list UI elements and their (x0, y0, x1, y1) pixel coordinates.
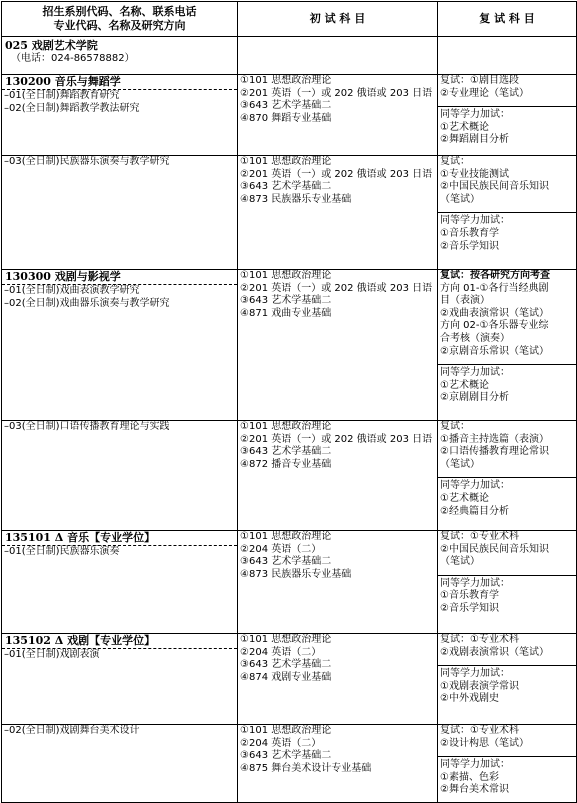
exam-cell (238, 421, 438, 531)
exam-subject: ②201 英语（一）或 202 俄语或 203 日语 (240, 433, 433, 445)
exam-subject: ③643 艺术学基础二 (240, 446, 332, 458)
exam-subject: ①101 思想政治理论 (240, 75, 332, 86)
extra-test-subject: ②中外戏剧史 (440, 693, 499, 705)
retest-subject: 合考核（演奏） (440, 332, 510, 344)
retest-subject: （笔试） (440, 193, 480, 205)
extra-test-section (438, 477, 576, 518)
exam-subject: ①101 思想政治理论 (240, 270, 332, 281)
exam-subject: ③643 艺术学基础二 (240, 750, 332, 762)
department-cell (2, 37, 238, 75)
retest-cell (438, 156, 577, 270)
exam-cell (238, 75, 438, 156)
header-col2: 初 试 科 目 (238, 2, 438, 37)
major-row (2, 531, 577, 634)
exam-subject: ④873 民族器乐专业基础 (240, 568, 352, 580)
extra-test-subject: ②京剧剧目分析 (440, 392, 509, 404)
exam-subject: ②201 英语（一）或 202 俄语或 203 日语 (240, 87, 433, 99)
exam-subject: ③643 艺术学基础二 (240, 295, 332, 307)
department-phone: （电话：024-86578882） (11, 53, 135, 64)
research-direction: –01(全日制)民族器乐演奏 (4, 546, 120, 557)
major-cell (2, 156, 238, 270)
extra-test-subject: ②舞台美术常识 (440, 784, 509, 796)
department-row (2, 37, 577, 75)
exam-cell (238, 634, 438, 725)
major-cell (2, 531, 238, 634)
exam-subject: ④874 戏剧专业基础 (240, 671, 332, 683)
exam-subject: ①101 思想政治理论 (240, 531, 332, 542)
retest-subject: ②京剧音乐常识（笔试） (440, 345, 549, 357)
header-col1 (2, 2, 238, 37)
retest-subject: 目（表演） (440, 295, 490, 307)
extra-test-subject: ①音乐教育学 (440, 590, 499, 602)
research-direction: –02(全日制)戏曲器乐演奏与教学研究 (4, 297, 170, 309)
retest-cell (438, 531, 577, 634)
exam-subject: ②201 英语（一）或 202 俄语或 203 日语 (240, 168, 433, 180)
exam-subject: ③643 艺术学基础二 (240, 181, 332, 193)
exam-subject: ④873 民族器乐专业基础 (240, 193, 352, 205)
extra-test-subject: 同等学力加试： (440, 668, 510, 680)
exam-cell (238, 156, 438, 270)
header-row (2, 2, 577, 37)
extra-test-subject: ①戏剧表演学常识 (440, 680, 519, 692)
retest-subject: ②中国民族民间音乐知识 (440, 181, 549, 193)
retest-subject: ②中国民族民间音乐知识 (440, 543, 549, 555)
exam-subject: ②204 英语（二） (240, 646, 322, 658)
major-cell (2, 75, 238, 156)
major-title: 130200 音乐与舞蹈学 (2, 75, 237, 90)
research-direction: –03(全日制)口语传播教育理论与实践 (4, 421, 170, 432)
major-title: 135102 Δ 戏剧【专业学位】 (2, 634, 237, 649)
extra-test-subject: ①素描、色彩 (440, 771, 499, 783)
extra-test-subject: 同等学力加试： (440, 109, 510, 121)
retest-subject: （笔试） (440, 458, 480, 470)
exam-subject: ③643 艺术学基础二 (240, 556, 332, 568)
exam-subject: ①101 思想政治理论 (240, 156, 332, 167)
major-cell (2, 421, 238, 531)
research-direction: –01(全日制)戏剧表演 (4, 649, 100, 660)
extra-test-section (438, 756, 576, 797)
exam-subject: ④875 舞台美术设计专业基础 (240, 762, 372, 774)
retest-subject: 复试： (440, 156, 470, 167)
header-col1-line1: 招生系别代码、名称、联系电话 (42, 5, 197, 18)
major-row (2, 75, 577, 156)
extra-test-section (438, 575, 576, 616)
header-col3: 复 试 科 目 (438, 2, 577, 37)
extra-test-subject: ②舞蹈剧目分析 (440, 134, 509, 146)
research-direction: –02(全日制)戏剧舞台美术设计 (4, 725, 140, 736)
retest-subject: ②口语传播教育理论常识 (440, 446, 549, 458)
exam-subject: ④872 播音专业基础 (240, 458, 332, 470)
exam-subject: ②204 英语（二） (240, 543, 322, 555)
major-row (2, 634, 577, 725)
retest-subject: 复试：①剧目选段 (440, 75, 519, 86)
department-empty-exam (238, 37, 438, 75)
exam-cell (238, 270, 438, 421)
retest-subject: 复试：①专业术科 (440, 725, 519, 736)
research-direction: –02(全日制)舞蹈教学教法研究 (4, 102, 140, 114)
exam-subject: ③643 艺术学基础二 (240, 100, 332, 112)
major-row (2, 421, 577, 531)
extra-test-subject: ①音乐教育学 (440, 227, 499, 239)
extra-test-subject: ②音乐学知识 (440, 240, 499, 252)
retest-cell (438, 270, 577, 421)
exam-subject: ③643 艺术学基础二 (240, 659, 332, 671)
retest-subject: ②戏曲表演常识（笔试） (440, 307, 549, 319)
retest-subject: （笔试） (440, 556, 480, 568)
retest-subject: ②戏剧表演常识（笔试） (440, 646, 549, 658)
research-direction: –01(全日制)戏曲表演教学研究 (4, 285, 140, 296)
extra-test-subject: ②经典篇目分析 (440, 505, 509, 517)
extra-test-subject: 同等学力加试： (440, 577, 510, 589)
extra-test-section (438, 106, 576, 147)
major-row (2, 725, 577, 803)
exam-subject: ①101 思想政治理论 (240, 421, 332, 432)
retest-cell (438, 634, 577, 725)
retest-subject: 方向 01-①各行当经典剧 (440, 282, 549, 294)
retest-subject: 复试：①专业术科 (440, 531, 519, 542)
retest-heading: 复试：按各研究方向考查 (440, 270, 550, 281)
retest-subject: ②专业理论（笔试） (440, 87, 529, 99)
research-direction: –03(全日制)民族器乐演奏与教学研究 (4, 156, 170, 167)
major-cell (2, 725, 238, 803)
exam-subject: ④871 戏曲专业基础 (240, 307, 332, 319)
major-cell (2, 634, 238, 725)
major-row (2, 270, 577, 421)
exam-cell (238, 531, 438, 634)
department-name: 025 戏剧艺术学院 (5, 39, 98, 52)
major-title: 135101 Δ 音乐【专业学位】 (2, 531, 237, 546)
extra-test-section (438, 212, 576, 253)
retest-cell (438, 421, 577, 531)
retest-subject: 复试：①专业术科 (440, 634, 519, 645)
retest-cell (438, 725, 577, 803)
extra-test-subject: ①艺术概论 (440, 379, 489, 391)
retest-subject: ①播音主持选篇（表演） (440, 433, 549, 445)
exam-subject: ①101 思想政治理论 (240, 725, 332, 736)
retest-subject: ②设计构思（笔试） (440, 737, 529, 749)
extra-test-subject: ①艺术概论 (440, 492, 489, 504)
retest-subject: 方向 02-①各乐器专业综 (440, 320, 549, 332)
major-row (2, 156, 577, 270)
extra-test-subject: 同等学力加试： (440, 480, 510, 492)
retest-cell (438, 75, 577, 156)
retest-subject: 复试： (440, 421, 470, 432)
exam-subject: ①101 思想政治理论 (240, 634, 332, 645)
major-title: 130300 戏剧与影视学 (2, 270, 237, 285)
header-col1-line2: 专业代码、名称及研究方向 (53, 19, 186, 32)
admissions-table (1, 1, 577, 803)
extra-test-subject: ②音乐学知识 (440, 602, 499, 614)
exam-subject: ④870 舞蹈专业基础 (240, 112, 332, 124)
exam-cell (238, 725, 438, 803)
extra-test-subject: 同等学力加试： (440, 215, 510, 227)
extra-test-section (438, 665, 576, 706)
exam-subject: ②204 英语（二） (240, 737, 322, 749)
extra-test-section (438, 364, 576, 405)
exam-subject: ②201 英语（一）或 202 俄语或 203 日语 (240, 282, 433, 294)
department-empty-retest (438, 37, 577, 75)
extra-test-subject: ①艺术概论 (440, 121, 489, 133)
extra-test-subject: 同等学力加试： (440, 759, 510, 771)
retest-subject: ①专业技能测试 (440, 168, 509, 180)
extra-test-subject: 同等学力加试： (440, 367, 510, 379)
major-cell (2, 270, 238, 421)
research-direction: –01(全日制)舞蹈教育研究 (4, 90, 120, 101)
